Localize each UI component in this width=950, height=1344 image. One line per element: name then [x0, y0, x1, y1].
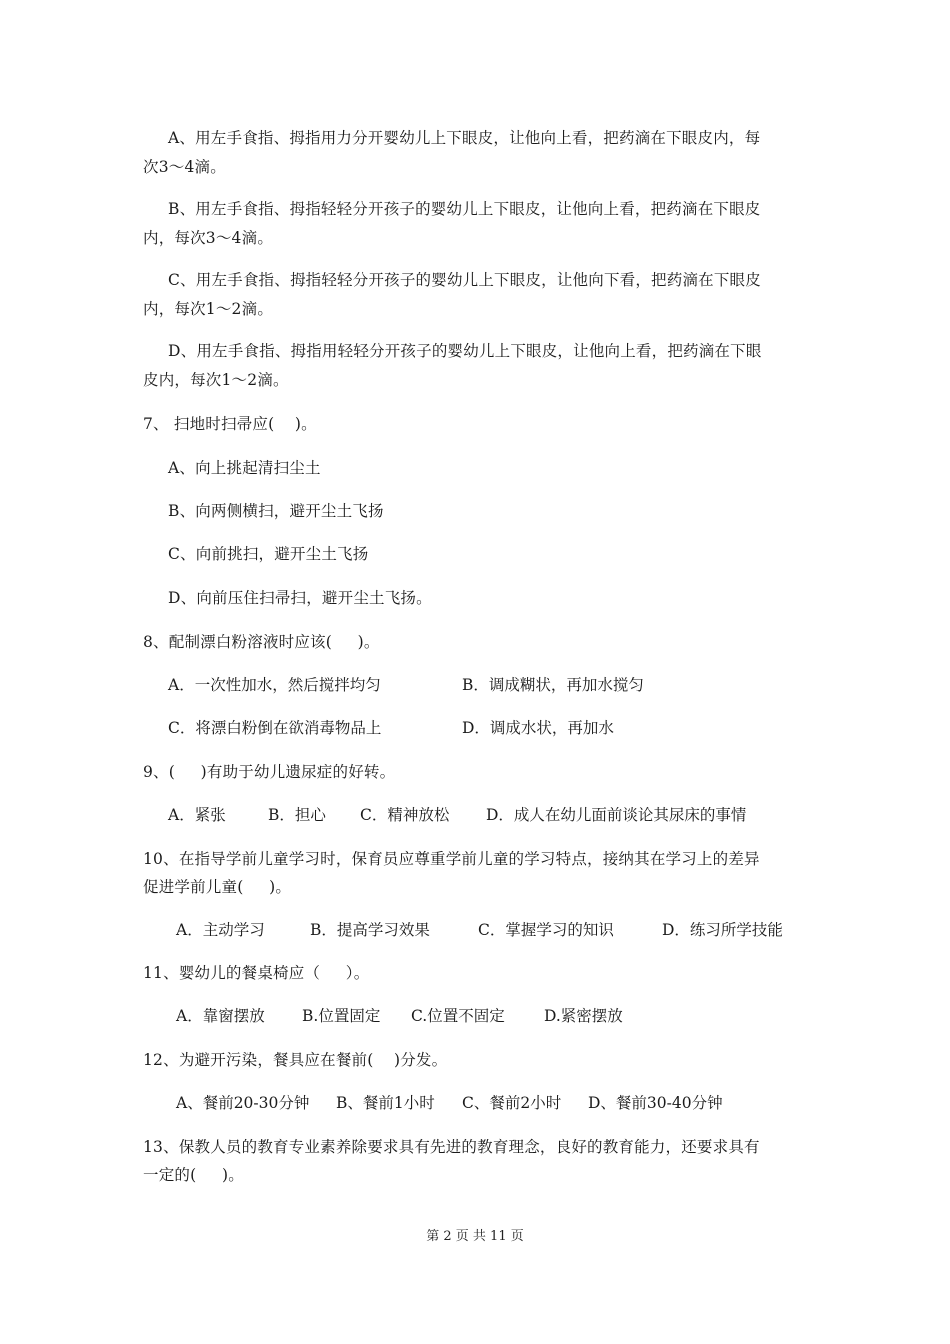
q8-option-a: A．一次性加水，然后搅拌均匀: [168, 676, 381, 694]
q12-option-a: A、餐前20-30分钟: [176, 1094, 310, 1112]
q9-option-d: D．成人在幼儿面前谈论其尿床的事情: [486, 806, 747, 824]
q10-option-c: C．掌握学习的知识: [478, 921, 614, 939]
q12-option-d: D、餐前30-40分钟: [588, 1094, 723, 1112]
q7-option-b: B、向两侧横扫，避开尘土飞扬: [168, 502, 384, 520]
q11-option-a: A．靠窗摆放: [176, 1007, 265, 1025]
q12-stem: 12、为避开污染，餐具应在餐前( )分发。: [143, 1051, 448, 1069]
q12-option-b: B、餐前1小时: [336, 1094, 435, 1112]
q10-option-b: B．提高学习效果: [310, 921, 430, 939]
q6-option-c-line2: 内，每次1～2滴。: [143, 300, 274, 318]
q11-option-b: B.位置固定: [302, 1007, 381, 1025]
q12-option-c: C、餐前2小时: [462, 1094, 562, 1112]
q10-stem-line1: 10、在指导学前儿童学习时，保育员应尊重学前儿童的学习特点，接纳其在学习上的差异: [143, 850, 760, 868]
q7-stem: 7、 扫地时扫帚应( )。: [143, 415, 317, 433]
q10-option-d: D．练习所学技能: [662, 921, 783, 939]
q11-option-d: D.紧密摆放: [544, 1007, 623, 1025]
q6-option-c-line1: C、用左手食指、拇指轻轻分开孩子的婴幼儿上下眼皮，让他向下看，把药滴在下眼皮: [168, 271, 761, 289]
q6-option-b-line2: 内，每次3～4滴。: [143, 229, 274, 247]
q9-option-b: B．担心: [268, 806, 326, 824]
q6-option-d-line1: D、用左手食指、拇指用轻轻分开孩子的婴幼儿上下眼皮，让他向上看，把药滴在下眼: [168, 342, 762, 360]
q8-option-b: B．调成糊状，再加水搅匀: [462, 676, 644, 694]
q10-option-a: A．主动学习: [176, 921, 265, 939]
q10-stem-line2: 促进学前儿童( )。: [143, 878, 292, 896]
page-number-footer: 第 2 页 共 11 页: [426, 1229, 524, 1244]
q9-option-a: A．紧张: [168, 806, 226, 824]
q7-option-a: A、向上挑起清扫尘土: [168, 459, 321, 477]
q6-option-a-line2: 次3～4滴。: [143, 158, 226, 176]
q6-option-b-line1: B、用左手食指、拇指轻轻分开孩子的婴幼儿上下眼皮，让他向上看，把药滴在下眼皮: [168, 200, 761, 218]
q11-stem: 11、婴幼儿的餐桌椅应（ ）。: [143, 964, 370, 982]
q13-stem-line1: 13、保教人员的教育专业素养除要求具有先进的教育理念，良好的教育能力，还要求具有: [143, 1138, 760, 1156]
q7-option-c: C、向前挑扫，避开尘土飞扬: [168, 545, 369, 563]
q7-option-d: D、向前压住扫帚扫，避开尘土飞扬。: [168, 589, 432, 607]
q13-stem-line2: 一定的( )。: [143, 1166, 244, 1184]
q6-option-a-line1: A、用左手食指、拇指用力分开婴幼儿上下眼皮，让他向上看，把药滴在下眼皮内，每: [168, 129, 761, 147]
q8-option-c: C．将漂白粉倒在欲消毒物品上: [168, 719, 382, 737]
q9-option-c: C．精神放松: [360, 806, 450, 824]
q6-option-d-line2: 皮内，每次1～2滴。: [143, 371, 289, 389]
q8-option-d: D．调成水状，再加水: [462, 719, 614, 737]
q11-option-c: C.位置不固定: [411, 1007, 505, 1025]
q9-stem: 9、( )有助于幼儿遗尿症的好转。: [143, 763, 396, 781]
q8-stem: 8、配制漂白粉溶液时应该( )。: [143, 633, 380, 651]
